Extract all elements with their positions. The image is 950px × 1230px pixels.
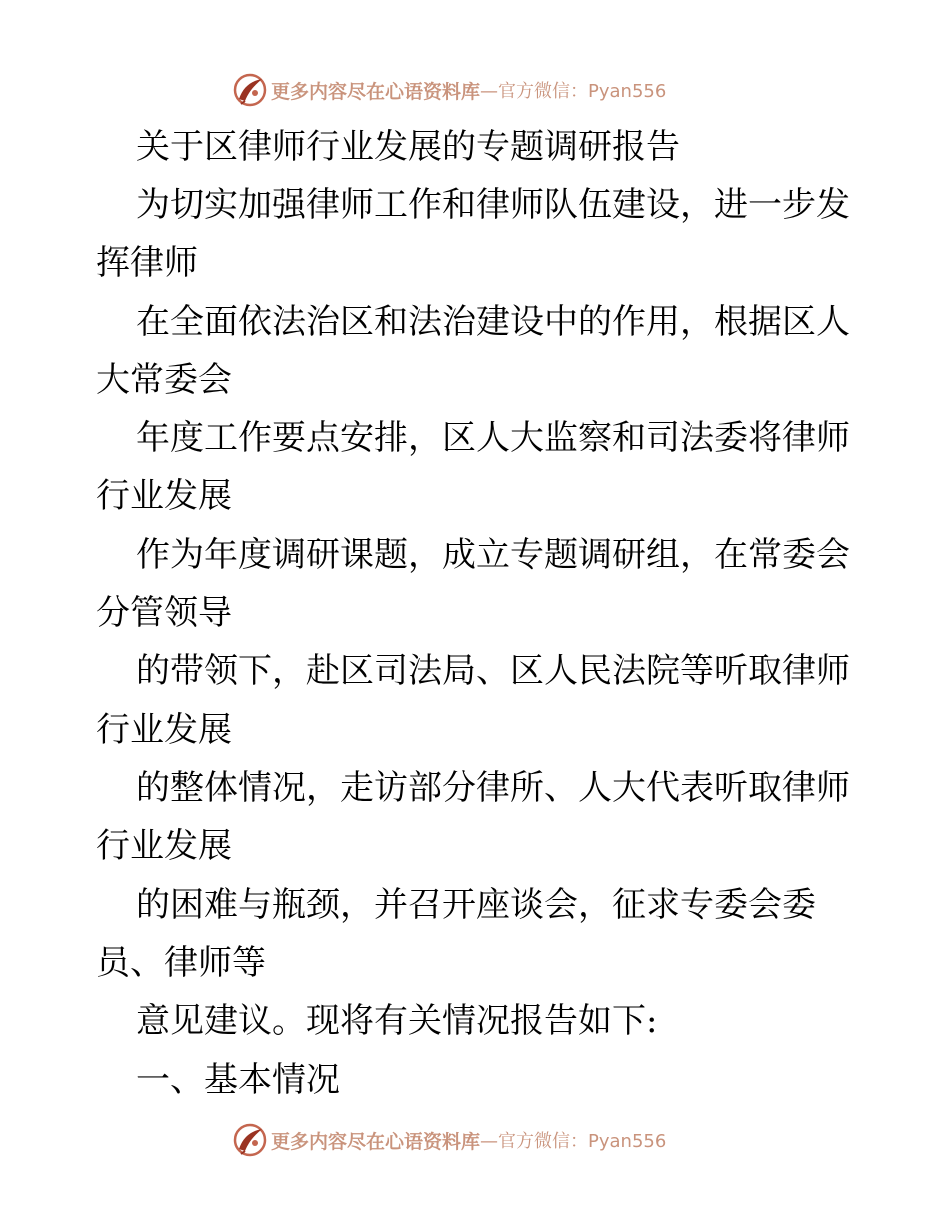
pen-logo-icon bbox=[233, 1123, 267, 1157]
paragraph-line: 行业发展 bbox=[96, 710, 232, 750]
paragraph-line: 作为年度调研课题，成立专题调研组，在常委会 bbox=[136, 535, 850, 575]
paragraph-line: 行业发展 bbox=[96, 826, 232, 866]
paragraph-line: 的整体情况，走访部分律所、人大代表听取律师 bbox=[136, 768, 850, 808]
watermark-wechat: —官方微信：Pyan556 bbox=[480, 81, 667, 102]
paragraph-line: 的困难与瓶颈，并召开座谈会，征求专委会委 bbox=[136, 885, 816, 925]
paragraph-line: 在全面依法治区和法治建设中的作用，根据区人 bbox=[136, 302, 850, 342]
paragraph-line: 意见建议。现将有关情况报告如下: bbox=[136, 1001, 658, 1041]
paragraph-line: 年度工作要点安排，区人大监察和司法委将律师 bbox=[136, 418, 850, 458]
watermark-text: 更多内容尽在心语资料库 bbox=[271, 1130, 481, 1153]
paragraph-line: 行业发展 bbox=[96, 476, 232, 516]
watermark-banner-top bbox=[233, 70, 666, 110]
paragraph-line: 员、律师等 bbox=[96, 943, 266, 983]
section-heading: 一、基本情况 bbox=[136, 1060, 340, 1100]
document-title: 关于区律师行业发展的专题调研报告 bbox=[136, 127, 680, 167]
watermark-wechat: —官方微信：Pyan556 bbox=[480, 1131, 667, 1152]
watermark-text: 更多内容尽在心语资料库 bbox=[271, 80, 481, 103]
paragraph-line: 的带领下，赴区司法局、区人民法院等听取律师 bbox=[136, 651, 850, 691]
watermark-banner-bottom bbox=[233, 1120, 666, 1160]
paragraph-line: 挥律师 bbox=[96, 243, 198, 283]
paragraph-line: 分管领导 bbox=[96, 593, 232, 633]
paragraph-line: 大常委会 bbox=[96, 360, 232, 400]
pen-logo-icon bbox=[233, 73, 267, 107]
paragraph-line: 为切实加强律师工作和律师队伍建设，进一步发 bbox=[136, 185, 850, 225]
